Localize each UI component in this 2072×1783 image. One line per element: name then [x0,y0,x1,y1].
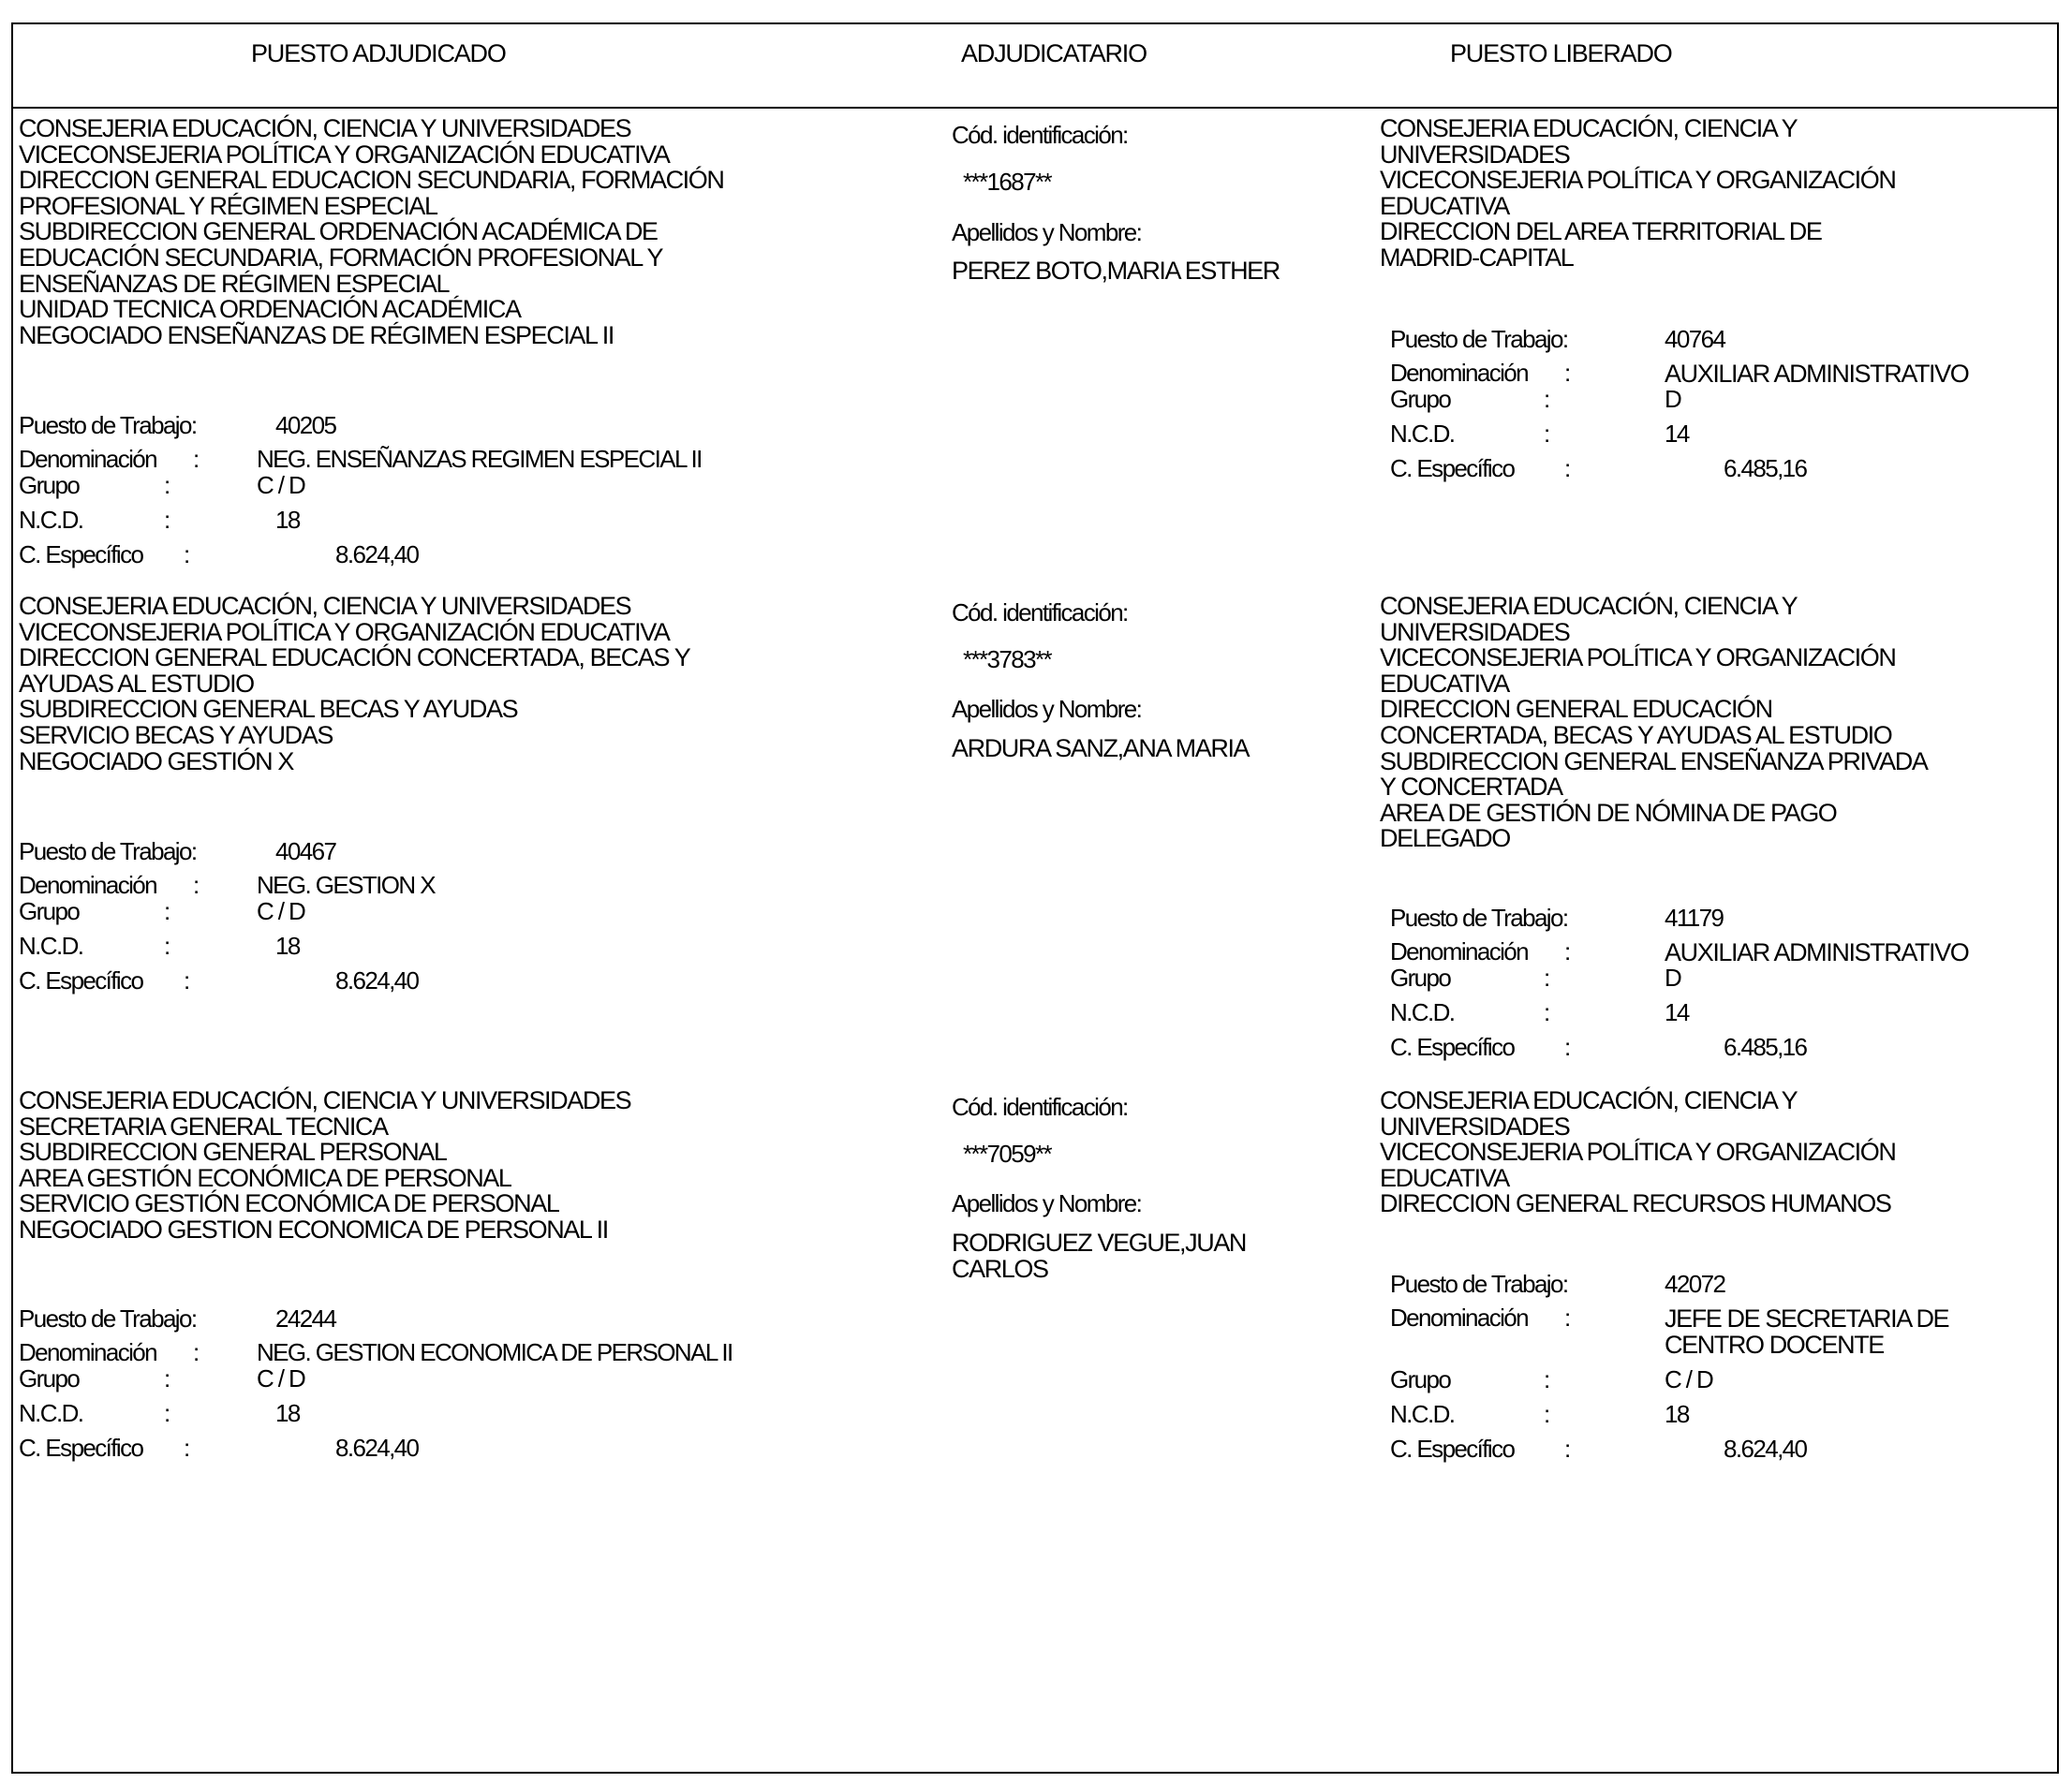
ncd-value: 14 [1665,998,1689,1026]
adjudicado-org [19,116,724,348]
org-line: ENSEÑANZAS DE RÉGIMEN ESPECIAL [19,269,450,298]
label-grupo: Grupo [1390,385,1451,413]
cod-identificacion-value: ***7059** [963,1140,1052,1168]
adjudicado-org [19,1088,630,1244]
label-denominacion: Denominación [1390,937,1529,965]
colon: : [164,1364,170,1393]
colon: : [193,871,199,899]
ncd-value: 18 [275,1399,300,1427]
colon: : [1564,1304,1570,1332]
label-grupo: Grupo [19,471,80,499]
label-cod-identificacion: Cód. identificación: [952,598,1128,626]
colon: : [164,897,170,925]
org-line: EDUCATIVA [1380,1163,1509,1192]
org-line: AYUDAS AL ESTUDIO [19,669,254,698]
label-denominacion: Denominación [19,1338,157,1366]
label-especifico: C. Específico [1390,1033,1515,1061]
colon: : [193,445,199,473]
grupo-value: D [1665,385,1681,413]
colon: : [1544,964,1549,992]
org-line: UNIDAD TECNICA ORDENACIÓN ACADÉMICA [19,295,521,324]
org-line: VICECONSEJERIA POLÍTICA Y ORGANIZACIÓN EDUCATIVA [19,617,670,646]
label-puesto-trabajo: Puesto de Trabajo: [19,411,197,439]
header-adjudicatario: ADJUDICATARIO [961,39,1147,67]
label-grupo: Grupo [19,897,80,925]
liberado-org [1380,594,1927,852]
colon: : [1544,1399,1549,1428]
label-especifico: C. Específico [19,966,143,995]
adjudicado-org [19,594,689,774]
colon: : [184,966,189,995]
org-line: NEGOCIADO GESTIÓN X [19,746,293,775]
grupo-value: D [1665,964,1681,992]
colon: : [184,540,189,568]
colon: : [1544,1364,1549,1393]
label-ncd: N.C.D. [19,506,83,534]
label-puesto-trabajo: Puesto de Trabajo: [19,1304,197,1333]
org-line: CONSEJERIA EDUCACIÓN, CIENCIA Y [1380,592,1798,620]
especifico-value: 8.624,40 [335,1434,419,1462]
org-line: DIRECCION GENERAL EDUCACIÓN CONCERTADA, BECAS Y [19,643,690,672]
puesto-value: 41179 [1665,904,1724,932]
org-line: CONSEJERIA EDUCACIÓN, CIENCIA Y [1380,1086,1798,1114]
denominacion-value: JEFE DE SECRETARIA DE [1665,1304,1949,1333]
org-line: MADRID-CAPITAL [1380,243,1574,272]
colon: : [184,1434,189,1462]
puesto-value: 40205 [275,411,336,439]
label-apellidos-nombre: Apellidos y Nombre: [952,218,1142,246]
org-line: VICECONSEJERIA POLÍTICA Y ORGANIZACIÓN [1380,643,1896,672]
org-line: CONSEJERIA EDUCACIÓN, CIENCIA Y UNIVERSIDADES [19,1086,631,1114]
org-line: EDUCATIVA [1380,191,1509,220]
denominacion-value: NEG. GESTION X [257,871,435,899]
org-line: EDUCATIVA [1380,669,1509,698]
especifico-value: 6.485,16 [1724,454,1807,482]
org-line: DIRECCION GENERAL EDUCACION SECUNDARIA, FORMACIÓN [19,166,724,195]
label-especifico: C. Específico [19,540,143,568]
label-puesto-trabajo: Puesto de Trabajo: [1390,1270,1568,1298]
label-ncd: N.C.D. [19,1399,83,1427]
org-line: DELEGADO [1380,824,1510,853]
label-denominacion: Denominación [19,871,157,899]
colon: : [1564,937,1570,965]
org-line: SUBDIRECCION GENERAL BECAS Y AYUDAS [19,695,518,724]
denominacion-value: AUXILIAR ADMINISTRATIVO [1665,938,1969,966]
label-ncd: N.C.D. [1390,420,1455,448]
label-apellidos-nombre: Apellidos y Nombre: [952,695,1142,723]
grupo-value: C / D [1665,1364,1713,1393]
org-line: VICECONSEJERIA POLÍTICA Y ORGANIZACIÓN [1380,166,1896,195]
org-line: SUBDIRECCION GENERAL ENSEÑANZA PRIVADA [1380,746,1928,775]
org-line: UNIVERSIDADES [1380,140,1570,169]
colon: : [1564,1434,1570,1463]
label-especifico: C. Específico [1390,1434,1515,1463]
org-line: SERVICIO BECAS Y AYUDAS [19,720,333,749]
colon: : [164,506,170,534]
label-denominacion: Denominación [19,445,157,473]
org-line: AREA DE GESTIÓN DE NÓMINA DE PAGO [1380,798,1837,827]
liberado-org [1380,116,1895,272]
org-line: Y CONCERTADA [1380,773,1562,802]
org-line: DIRECCION GENERAL RECURSOS HUMANOS [1380,1189,1891,1218]
header-puesto-adjudicado: PUESTO ADJUDICADO [251,39,506,67]
label-puesto-trabajo: Puesto de Trabajo: [1390,904,1568,932]
label-apellidos-nombre: Apellidos y Nombre: [952,1189,1142,1217]
org-line: SECRETARIA GENERAL TECNICA [19,1112,388,1141]
adjudicatario-nombre: PEREZ BOTO,MARIA ESTHER [952,257,1280,285]
org-line: SUBDIRECCION GENERAL ORDENACIÓN ACADÉMICA DE [19,217,658,246]
label-ncd: N.C.D. [19,932,83,960]
label-grupo: Grupo [1390,1364,1451,1393]
colon: : [1544,385,1549,413]
puesto-value: 40467 [275,837,336,865]
org-line: SERVICIO GESTIÓN ECONÓMICA DE PERSONAL [19,1189,559,1218]
puesto-value: 24244 [275,1304,336,1333]
puesto-value: 40764 [1665,325,1725,353]
ncd-value: 18 [275,932,300,960]
header-divider [11,107,2059,109]
liberado-org [1380,1088,1895,1217]
org-line: DIRECCION GENERAL EDUCACIÓN [1380,695,1772,724]
colon: : [1564,359,1570,387]
org-line: CONCERTADA, BECAS Y AYUDAS AL ESTUDIO [1380,720,1892,749]
org-line: CONSEJERIA EDUCACIÓN, CIENCIA Y UNIVERSIDADES [19,592,631,620]
colon: : [1544,420,1549,448]
header-puesto-liberado: PUESTO LIBERADO [1450,39,1672,67]
adjudicatario-nombre: RODRIGUEZ VEGUE,JUAN [952,1229,1247,1257]
especifico-value: 8.624,40 [335,966,419,995]
especifico-value: 8.624,40 [1724,1434,1807,1463]
colon: : [1564,454,1570,482]
org-line: PROFESIONAL Y RÉGIMEN ESPECIAL [19,191,437,220]
especifico-value: 6.485,16 [1724,1033,1807,1061]
colon: : [164,1399,170,1427]
denominacion-value: CENTRO DOCENTE [1665,1330,1884,1359]
org-line: VICECONSEJERIA POLÍTICA Y ORGANIZACIÓN [1380,1138,1896,1167]
colon: : [164,471,170,499]
label-ncd: N.C.D. [1390,998,1455,1026]
label-grupo: Grupo [19,1364,80,1393]
org-line: EDUCACIÓN SECUNDARIA, FORMACIÓN PROFESIONAL Y [19,243,663,272]
label-ncd: N.C.D. [1390,1399,1455,1428]
colon: : [1544,998,1549,1026]
denominacion-value: NEG. GESTION ECONOMICA DE PERSONAL II [257,1338,733,1366]
ncd-value: 18 [1665,1399,1689,1428]
org-line: CONSEJERIA EDUCACIÓN, CIENCIA Y [1380,114,1798,142]
adjudicatario-nombre: CARLOS [952,1254,1048,1283]
label-cod-identificacion: Cód. identificación: [952,1093,1128,1121]
grupo-value: C / D [257,1364,305,1393]
colon: : [1564,1033,1570,1061]
ncd-value: 18 [275,506,300,534]
label-especifico: C. Específico [19,1434,143,1462]
cod-identificacion-value: ***3783** [963,645,1052,673]
org-line: AREA GESTIÓN ECONÓMICA DE PERSONAL [19,1163,511,1192]
org-line: UNIVERSIDADES [1380,1112,1570,1141]
label-grupo: Grupo [1390,964,1451,992]
label-denominacion: Denominación [1390,1304,1529,1332]
label-especifico: C. Específico [1390,454,1515,482]
denominacion-value: NEG. ENSEÑANZAS REGIMEN ESPECIAL II [257,445,702,473]
adjudicatario-nombre: ARDURA SANZ,ANA MARIA [952,734,1250,762]
org-line: NEGOCIADO GESTION ECONOMICA DE PERSONAL II [19,1215,608,1244]
denominacion-value: AUXILIAR ADMINISTRATIVO [1665,360,1969,388]
label-denominacion: Denominación [1390,359,1529,387]
ncd-value: 14 [1665,420,1689,448]
label-puesto-trabajo: Puesto de Trabajo: [1390,325,1568,353]
grupo-value: C / D [257,471,305,499]
especifico-value: 8.624,40 [335,540,419,568]
org-line: NEGOCIADO ENSEÑANZAS DE RÉGIMEN ESPECIAL II [19,320,614,349]
colon: : [164,932,170,960]
org-line: UNIVERSIDADES [1380,617,1570,646]
org-line: CONSEJERIA EDUCACIÓN, CIENCIA Y UNIVERSIDADES [19,114,631,142]
org-line: DIRECCION DEL AREA TERRITORIAL DE [1380,217,1822,246]
colon: : [193,1338,199,1366]
label-cod-identificacion: Cód. identificación: [952,121,1128,149]
org-line: SUBDIRECCION GENERAL PERSONAL [19,1138,447,1167]
org-line: VICECONSEJERIA POLÍTICA Y ORGANIZACIÓN EDUCATIVA [19,140,670,169]
grupo-value: C / D [257,897,305,925]
puesto-value: 42072 [1665,1270,1725,1298]
cod-identificacion-value: ***1687** [963,168,1052,196]
label-puesto-trabajo: Puesto de Trabajo: [19,837,197,865]
